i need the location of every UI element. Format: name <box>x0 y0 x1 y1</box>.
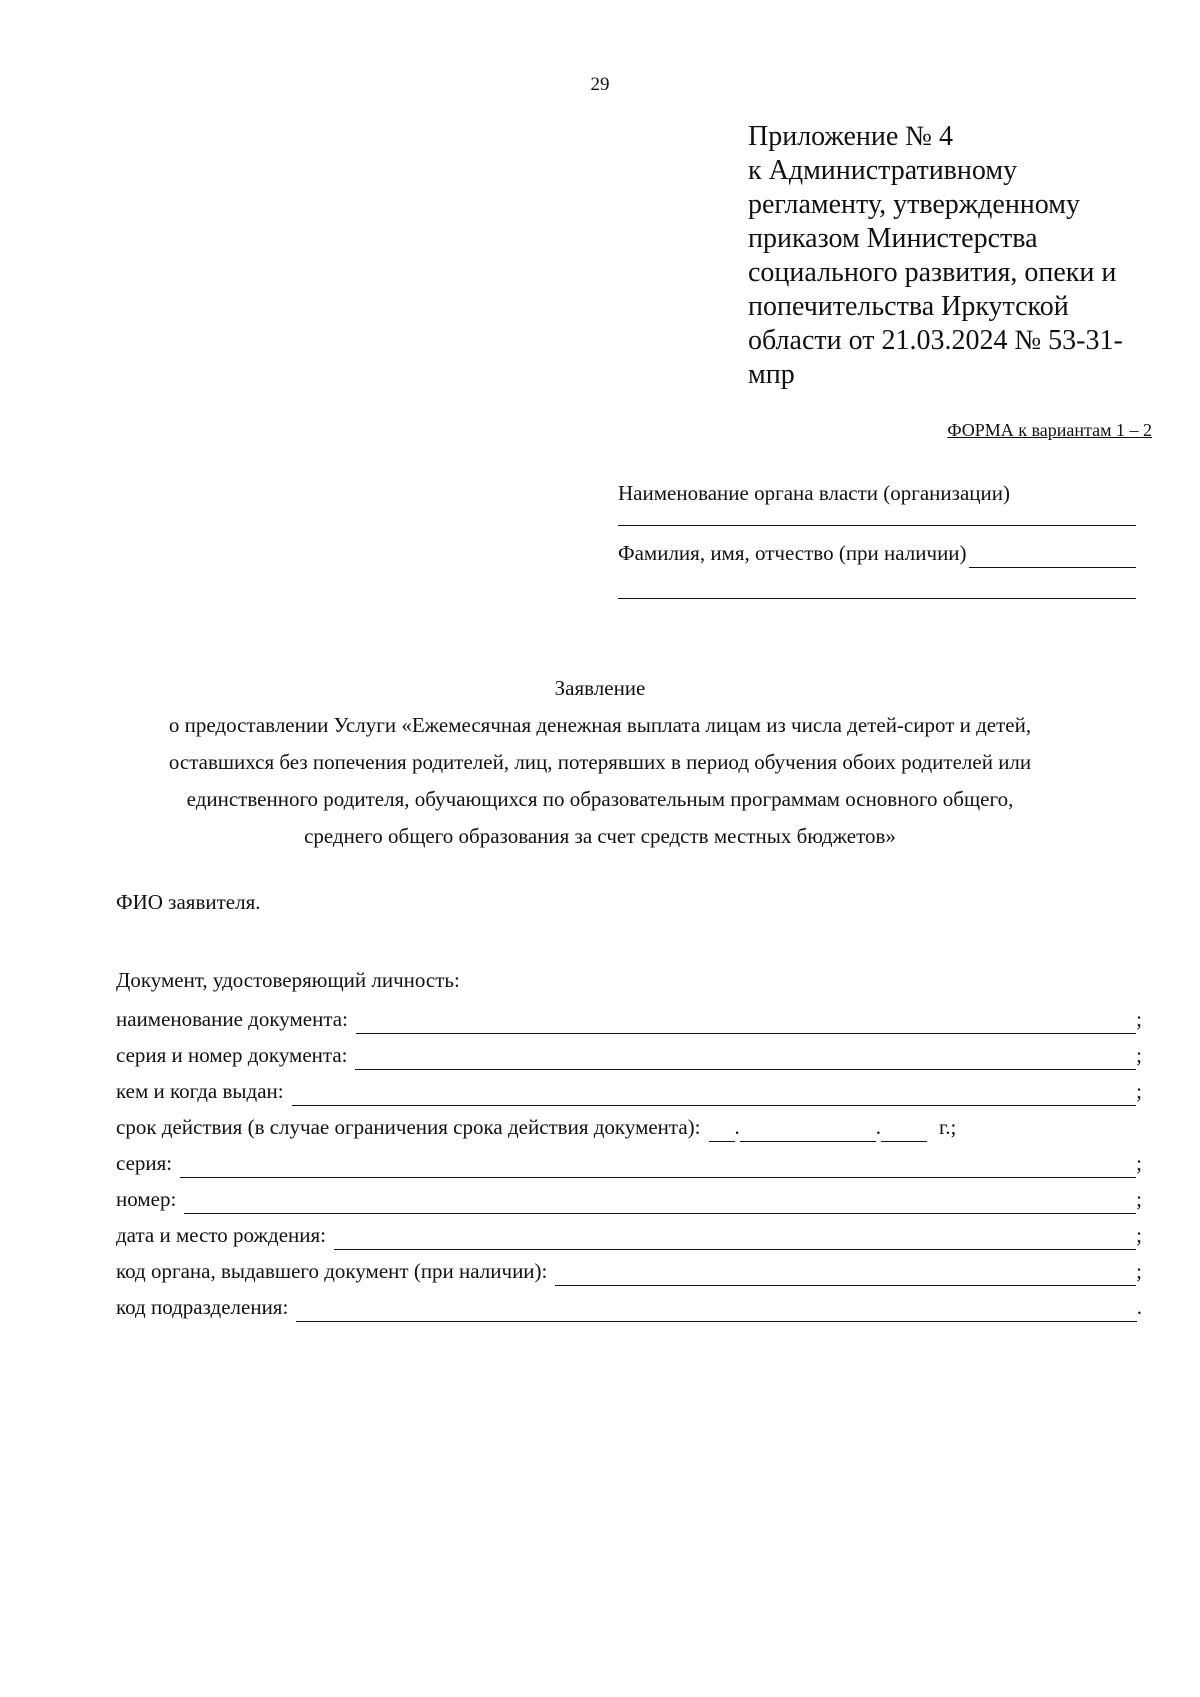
appendix-line: области от 21.03.2024 № 53-31- <box>748 325 1123 356</box>
year-suffix: г.; <box>939 1115 957 1139</box>
document-name-label: наименование документа: <box>116 1007 348 1031</box>
field-terminator: ; <box>1136 1223 1142 1247</box>
statement-title: Заявление <box>554 676 646 700</box>
field-terminator: ; <box>1136 1151 1142 1175</box>
validity-day-field[interactable] <box>709 1117 735 1142</box>
appendix-line: попечительства Иркутской <box>748 291 1069 322</box>
recipient-fio-label: Фамилия, имя, отчество (при наличии) <box>618 541 967 565</box>
form-variant-label: ФОРМА к вариантам 1 – 2 <box>947 420 1152 440</box>
recipient-fio-field-continued[interactable] <box>618 598 1136 599</box>
issued-by-label: кем и когда выдан: <box>116 1079 284 1103</box>
birth-date-place-row <box>116 1214 1142 1250</box>
authority-block <box>618 477 1136 599</box>
field-terminator: ; <box>1136 1079 1142 1103</box>
statement-title-block <box>60 670 1140 855</box>
document-name-field[interactable] <box>356 1009 1136 1034</box>
appendix-header <box>748 120 1148 392</box>
birth-date-place-field[interactable] <box>334 1225 1136 1250</box>
number-row <box>116 1178 1142 1214</box>
validity-period-row <box>116 1106 1142 1142</box>
page-number: 29 <box>590 74 610 95</box>
subdivision-code-field[interactable] <box>296 1297 1136 1322</box>
document-series-number-label: серия и номер документа: <box>116 1043 348 1067</box>
number-label: номер: <box>116 1187 177 1211</box>
series-label: серия: <box>116 1151 173 1175</box>
series-row <box>116 1142 1142 1178</box>
statement-subject-line: оставшихся без попечения родителей, лиц, потерявших в период обучения обоих родителей или <box>168 750 1032 774</box>
appendix-line: к Административному <box>748 155 1018 186</box>
issuer-code-row <box>116 1250 1142 1286</box>
appendix-line: мпр <box>748 359 795 390</box>
issued-by-field[interactable] <box>292 1081 1137 1106</box>
appendix-line: социального развития, опеки и <box>748 257 1117 288</box>
document-name-row <box>116 998 1142 1034</box>
date-separator: . <box>875 1115 881 1139</box>
authority-name-field[interactable] <box>618 525 1136 526</box>
statement-subject-line: среднего общего образования за счет средств местных бюджетов» <box>304 824 896 848</box>
date-separator: . <box>734 1115 740 1139</box>
validity-period-label: срок действия (в случае ограничения срока действия документа): <box>116 1115 701 1139</box>
applicant-fio-label: ФИО заявителя. <box>116 890 261 914</box>
number-field[interactable] <box>184 1189 1136 1214</box>
document-series-number-row <box>116 1034 1142 1070</box>
issuer-code-field[interactable] <box>555 1261 1136 1286</box>
field-terminator: ; <box>1136 1007 1142 1031</box>
statement-subject-line: о предоставлении Услуги «Ежемесячная денежная выплата лицам из числа детей-сирот и детей, <box>168 713 1032 737</box>
appendix-line: Приложение № 4 <box>748 121 953 152</box>
identity-document-section <box>116 962 1142 1322</box>
birth-date-place-label: дата и место рождения: <box>116 1223 327 1247</box>
validity-year-field[interactable] <box>881 1117 927 1142</box>
field-terminator: . <box>1136 1295 1142 1319</box>
field-terminator: ; <box>1136 1187 1142 1211</box>
recipient-fio-field[interactable] <box>969 543 1136 568</box>
authority-name-label: Наименование органа власти (организации) <box>618 481 1010 505</box>
issuer-code-label: код органа, выдавшего документ (при наличии): <box>116 1259 548 1283</box>
issued-by-row <box>116 1070 1142 1106</box>
field-terminator: ; <box>1136 1043 1142 1067</box>
field-terminator: ; <box>1136 1259 1142 1283</box>
validity-month-field[interactable] <box>740 1117 876 1142</box>
statement-subject-line: единственного родителя, обучающихся по образовательным программам основного общего, <box>186 787 1014 811</box>
appendix-line: приказом Министерства <box>748 223 1038 254</box>
subdivision-code-label: код подразделения: <box>116 1295 289 1319</box>
appendix-line: регламенту, утвержденному <box>748 189 1080 220</box>
series-field[interactable] <box>180 1153 1136 1178</box>
subdivision-code-row <box>116 1286 1142 1322</box>
identity-document-heading: Документ, удостоверяющий личность: <box>116 968 460 992</box>
recipient-fio-row <box>618 538 1136 568</box>
document-series-number-field[interactable] <box>355 1045 1136 1070</box>
